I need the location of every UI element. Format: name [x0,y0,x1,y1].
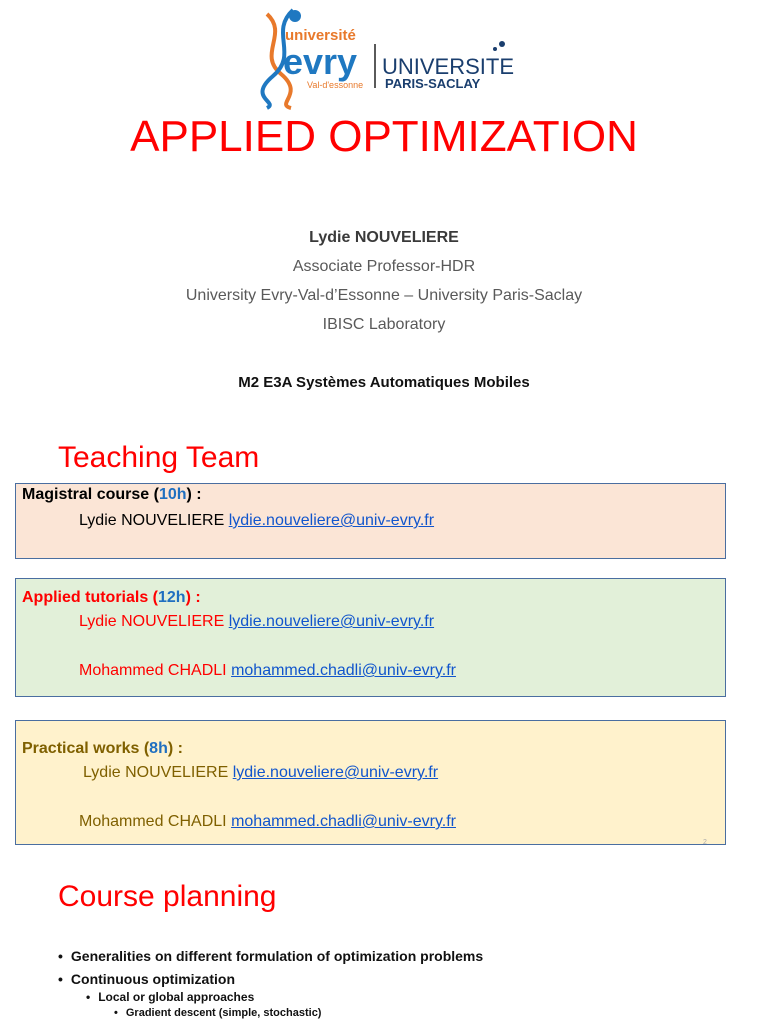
university-logos [255,4,515,112]
tutorials-teacher-2: Mohammed CHADLI mohammed.chadli@univ-evry.fr [79,662,456,679]
evry-top-text: université [285,27,356,44]
magistral-course-box [15,483,726,559]
evry-main-text: evry [283,41,358,82]
list-item: • Continuous optimization [58,971,235,987]
author-university: University Evry-Val-d’Essonne – University Paris-Saclay [185,287,583,304]
practical-works-title: Practical works (8h) : [22,740,183,757]
author-lab: IBISC Laboratory [322,316,446,333]
email-link[interactable]: mohammed.chadli@univ-evry.fr [231,813,456,830]
practical-teacher-1: Lydie NOUVELIERE lydie.nouveliere@univ-evry.fr [83,764,439,781]
magistral-teacher: Lydie NOUVELIERE lydie.nouveliere@univ-evry.fr [79,512,435,529]
email-link[interactable]: lydie.nouveliere@univ-evry.fr [232,764,439,781]
practical-works-box [15,720,726,845]
page-number: 2 [703,839,707,846]
magistral-course-title: Magistral course (10h) : [22,486,202,503]
email-link[interactable]: mohammed.chadli@univ-evry.fr [231,662,456,679]
tutorials-title: Applied tutorials (12h) : [22,589,201,606]
author-position: Associate Professor-HDR [292,258,476,275]
teaching-team-heading: Teaching Team [58,441,260,474]
program-name: M2 E3A Systèmes Automatiques Mobiles [238,374,530,391]
page-title: APPLIED OPTIMIZATION [130,112,638,161]
email-link[interactable]: lydie.nouveliere@univ-evry.fr [228,512,435,529]
evry-sub-text: Val-d'essonne [307,80,364,90]
list-item: • Gradient descent (simple, stochastic) [114,1007,322,1019]
practical-teacher-2: Mohammed CHADLI mohammed.chadli@univ-evry.fr [79,813,456,830]
tutorials-teacher-1: Lydie NOUVELIERE lydie.nouveliere@univ-evry.fr [79,613,435,630]
list-item: • Generalities on different formulation of optimization problems [58,948,484,964]
saclay-bottom-text: PARIS-SACLAY [385,76,481,91]
tutorials-box [15,578,726,697]
saclay-top-text: UNIVERSITE [382,54,515,79]
list-item: • Local or global approaches [86,990,255,1004]
evry-logo [255,4,515,112]
author-name: Lydie NOUVELIERE [309,229,459,246]
course-planning-heading: Course planning [58,880,277,913]
email-link[interactable]: lydie.nouveliere@univ-evry.fr [228,613,435,630]
